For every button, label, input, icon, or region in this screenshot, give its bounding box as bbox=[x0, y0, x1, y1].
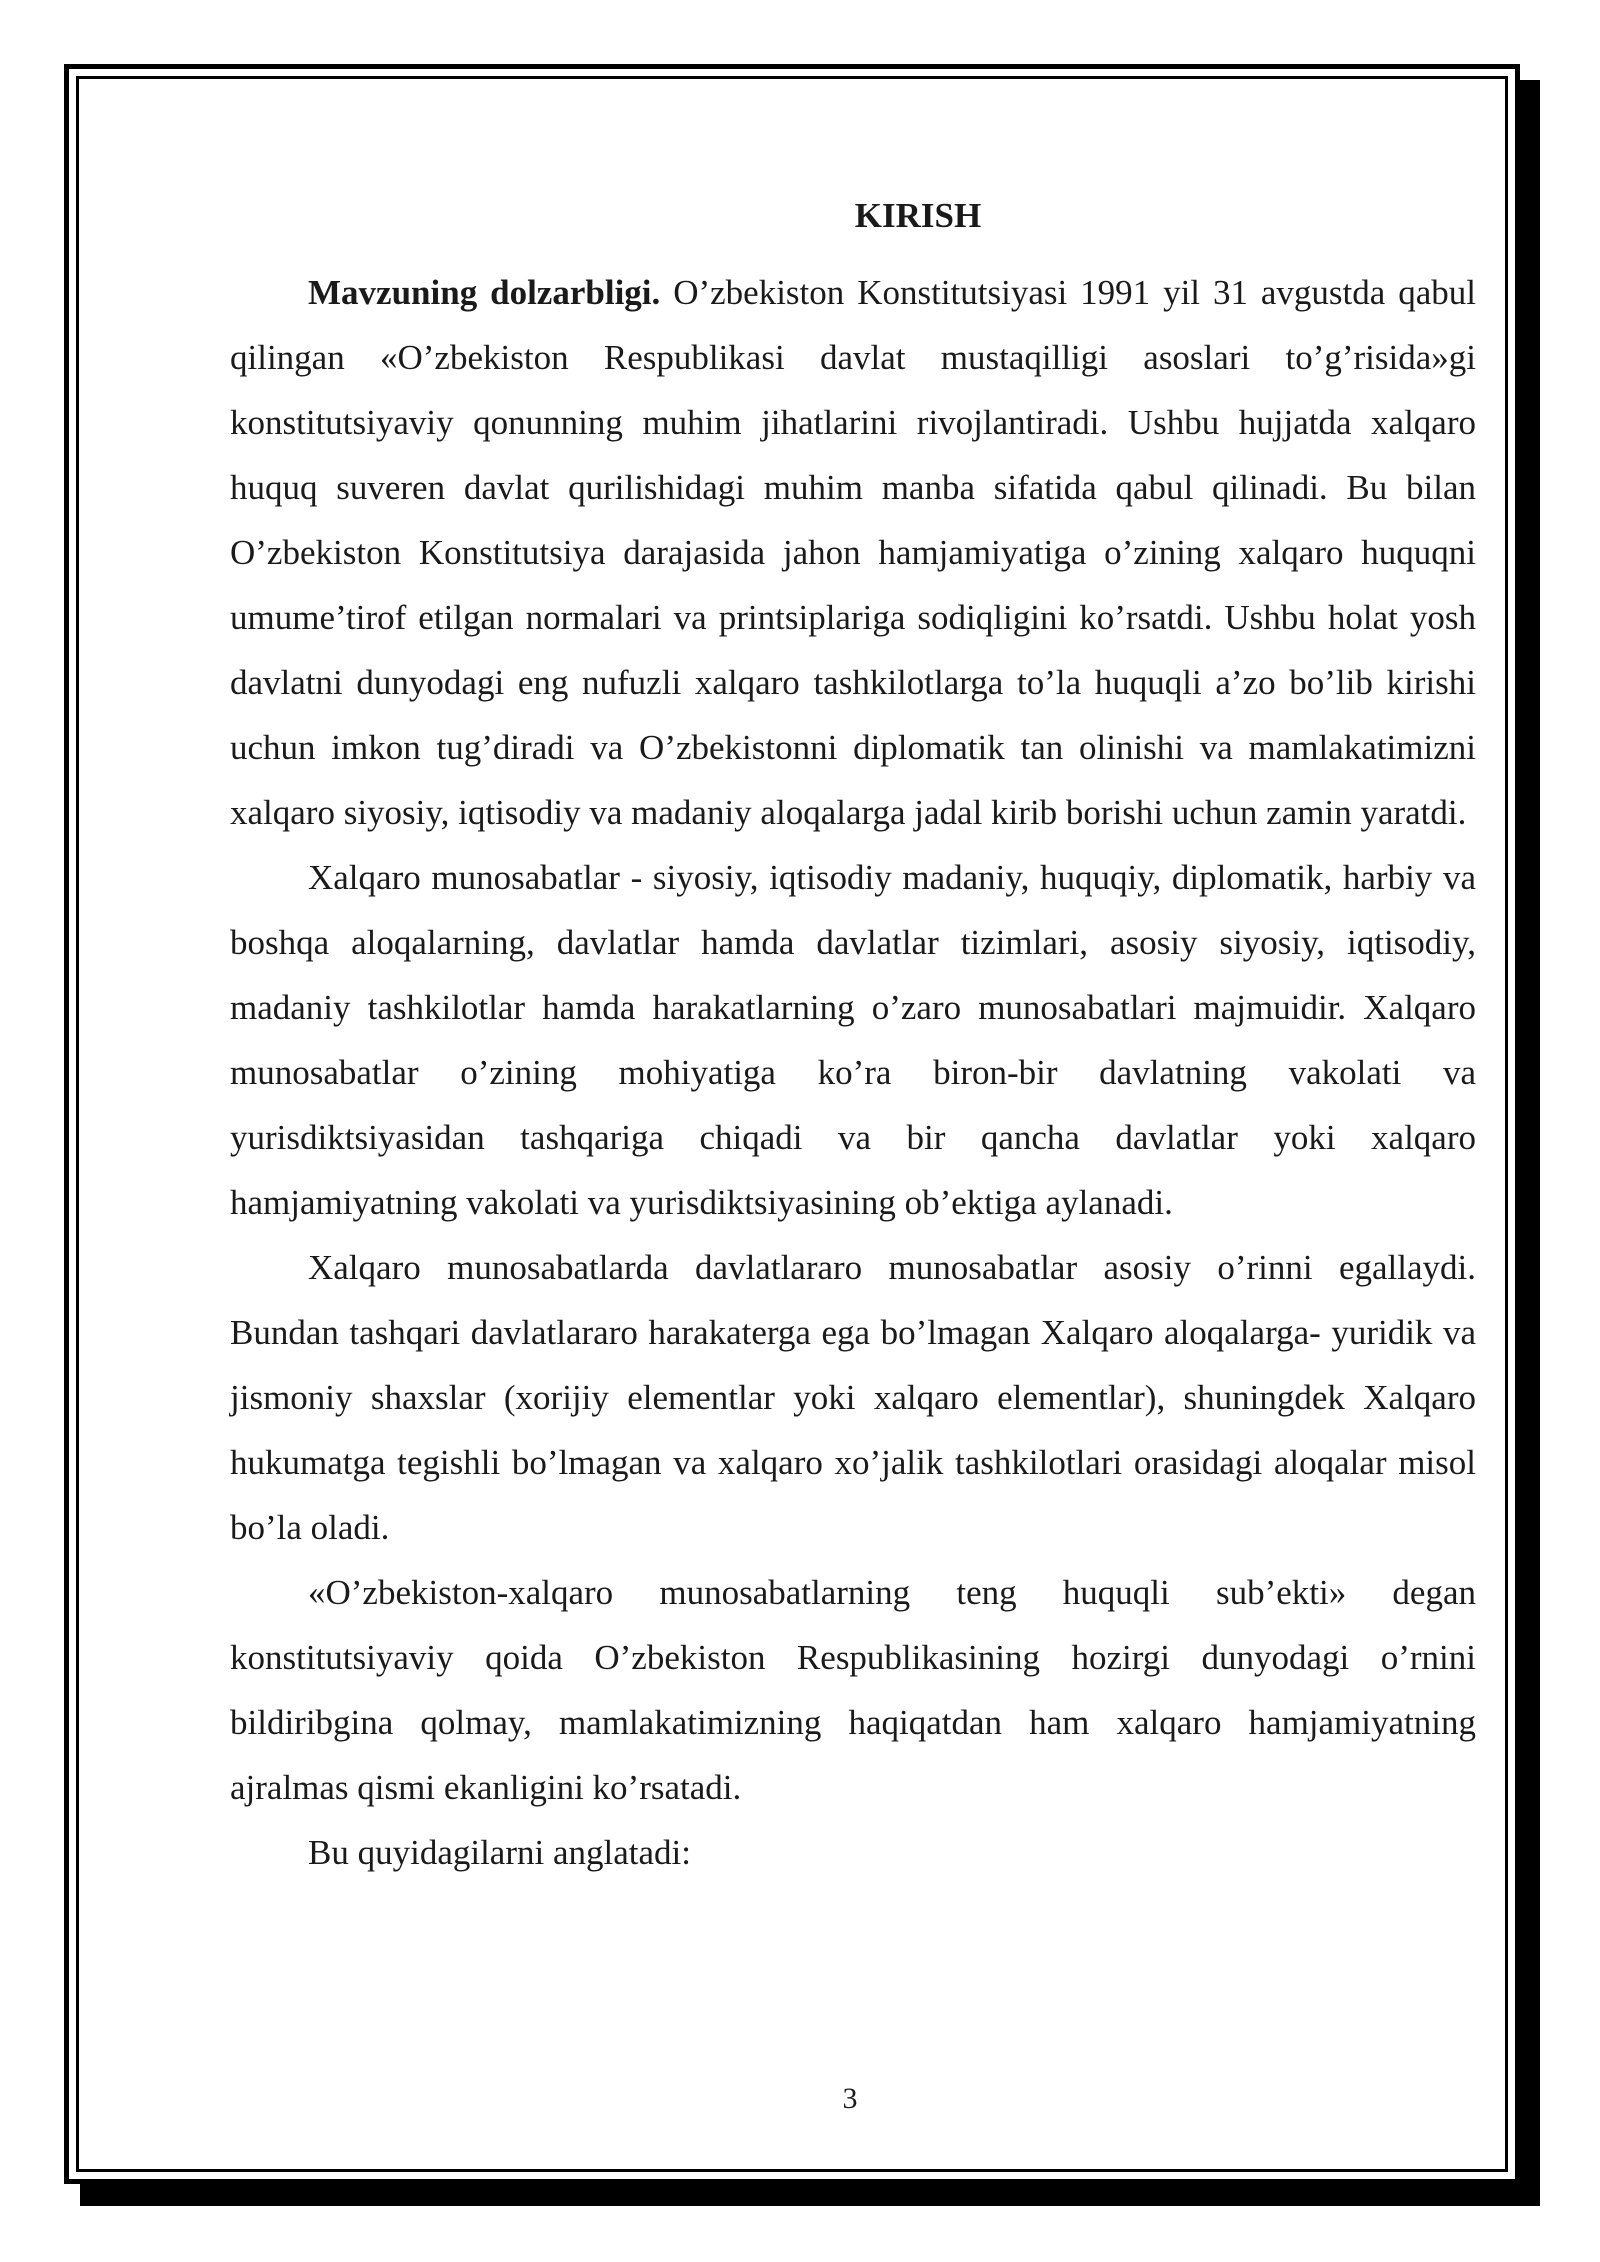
paragraph-international-relations: Xalqaro munosabatlar - siyosiy, iqtisodiy madaniy, huquqiy, diplomatik, harbiy va boshqa aloqalarning, davlatlar hamda davlatlar tizimlari, asosiy siyosiy, iqtisodiy, madaniy tashkilotlar hamda harakatlarning o’zaro munosabatlari majmuidir. Xalqaro munosabatlar o’zining mohiyatiga ko’ra biron-bir davlatning vakolati va yurisdiktsiyasidan tashqariga chiqadi va bir qancha davlatlar yoki xalqaro hamjamiyatning vakolati va yurisdiktsiyasining ob’ektiga aylanadi. bbox=[230, 858, 1476, 1222]
paragraph-interstate-relations: Xalqaro munosabatlarda davlatlararo munosabatlar asosiy o’rinni egallaydi. Bundan tashqari davlatlararo harakaterga ega bo’lmagan Xalqaro aloqalarga- yuridik va jismoniy shaxslar (xorijiy elementlar yoki xalqaro elementlar), shuningdek Xalqaro hukumatga tegishli bo’lmagan va xalqaro xo’jalik tashkilotlari orasidagi aloqalar misol bo’la oladi. bbox=[230, 1248, 1476, 1547]
section-heading: KIRISH bbox=[854, 196, 982, 235]
paragraph-lead: Mavzuning dolzarbligi. bbox=[308, 273, 661, 312]
paragraph-relevance bbox=[230, 260, 1476, 845]
paragraph-constitutional-provision: «O’zbekiston-xalqaro munosabatlarning teng huquqli sub’ekti» degan konstitutsiyaviy qoida O’zbekiston Respublikasining hozirgi dunyodagi o’rnini bildiribgina qolmay, mamlakatimizning haqiqatdan ham xalqaro hamjamiyatning ajralmas qismi ekanligini ko’rsatadi. bbox=[230, 1573, 1476, 1807]
document-body bbox=[230, 186, 1476, 1885]
paragraph-meaning: Bu quyidagilarni anglatadi: bbox=[308, 1833, 691, 1872]
paragraph-text: O’zbekiston Konstitutsiyasi 1991 yil 31 avgustda qabul qilingan «O’zbekiston Respublikasi davlat mustaqilligi asoslari to’g’risida»gi konstitutsiyaviy qonunning muhim jihatlarini rivojlantiradi. Ushbu hujjatda xalqaro huquq suveren davlat qurilishidagi muhim manba sifatida qabul qilinadi. Bu bilan O’zbekiston Konstitutsiya darajasida jahon hamjamiyatiga o’zining xalqaro huquqni umume’tirof etilgan normalari va printsiplariga sodiqligini ko’rsatdi. Ushbu holat yosh davlatni dunyodagi eng nufuzli xalqaro tashkilotlarga to’la huquqli a’zo bo’lib kirishi uchun imkon tug’diradi va O’zbekistonni diplomatik tan olinishi va mamlakatimizni xalqaro siyosiy, iqtisodiy va madaniy aloqalarga jadal kirib borishi uchun zamin yaratdi. bbox=[230, 273, 1476, 832]
page-number: 3 bbox=[842, 2082, 858, 2115]
